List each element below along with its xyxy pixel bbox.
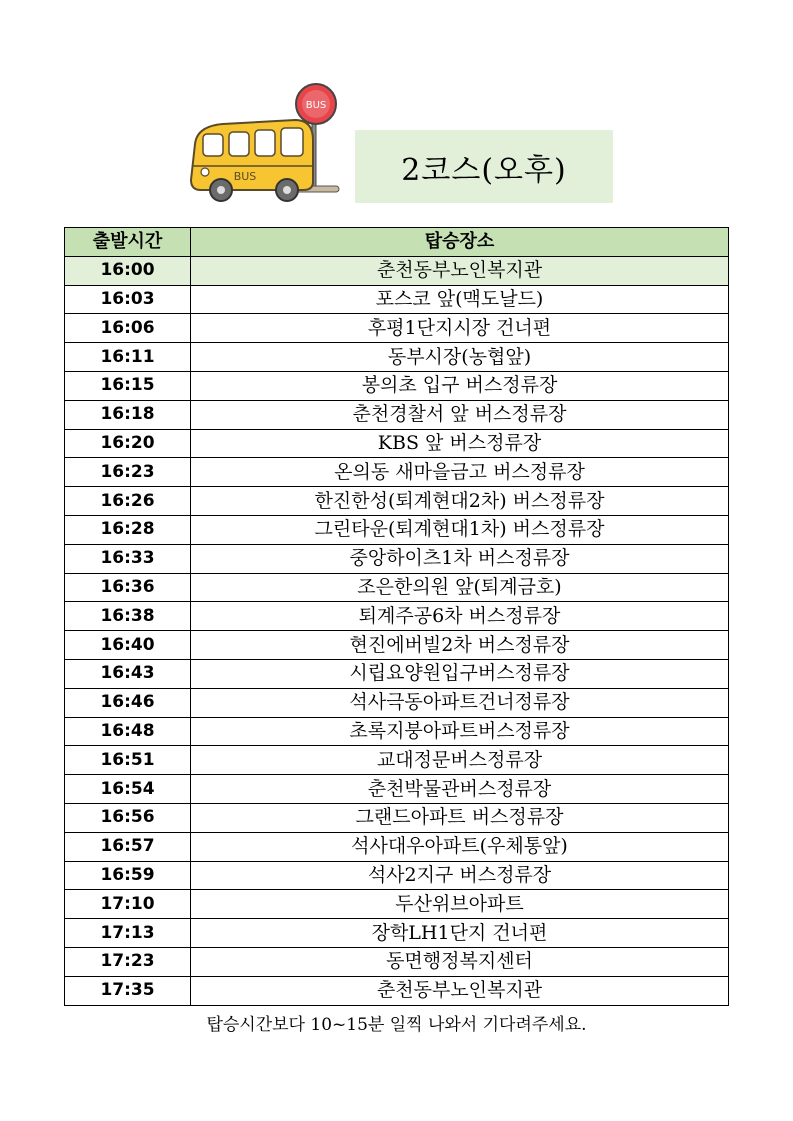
departure-time: 16:03 (65, 285, 191, 314)
table-row (65, 429, 729, 458)
departure-time: 16:28 (65, 515, 191, 544)
departure-time: 16:38 (65, 602, 191, 631)
boarding-place: 동면행정복지센터 (191, 947, 729, 976)
departure-time: 16:48 (65, 717, 191, 746)
schedule-table (64, 227, 729, 1006)
boarding-place: KBS 앞 버스정류장 (191, 429, 729, 458)
table-row (65, 400, 729, 429)
table-row (65, 458, 729, 487)
departure-time: 16:59 (65, 861, 191, 890)
boarding-place: 조은한의원 앞(퇴계금호) (191, 573, 729, 602)
departure-time: 16:51 (65, 746, 191, 775)
table-row (65, 890, 729, 919)
header-boarding-place: 탑승장소 (191, 228, 729, 257)
table-row (65, 314, 729, 343)
header-departure-time: 출발시간 (65, 228, 191, 257)
departure-time: 16:43 (65, 659, 191, 688)
table-row (65, 919, 729, 948)
boarding-place: 춘천경찰서 앞 버스정류장 (191, 400, 729, 429)
departure-time: 16:23 (65, 458, 191, 487)
departure-time: 16:06 (65, 314, 191, 343)
boarding-place: 동부시장(농협앞) (191, 343, 729, 372)
boarding-place: 한진한성(퇴계현대2차) 버스정류장 (191, 487, 729, 516)
departure-time: 16:26 (65, 487, 191, 516)
boarding-place: 중앙하이츠1차 버스정류장 (191, 544, 729, 573)
boarding-place: 석사대우아파트(우체통앞) (191, 832, 729, 861)
boarding-place: 그랜드아파트 버스정류장 (191, 803, 729, 832)
boarding-place: 시립요양원입구버스정류장 (191, 659, 729, 688)
boarding-place: 현진에버빌2차 버스정류장 (191, 631, 729, 660)
table-row (65, 861, 729, 890)
departure-time: 16:11 (65, 343, 191, 372)
svg-text:BUS: BUS (305, 100, 327, 111)
departure-time: 17:23 (65, 947, 191, 976)
departure-time: 17:35 (65, 976, 191, 1005)
table-row (65, 659, 729, 688)
table-row (65, 371, 729, 400)
table-row (65, 803, 729, 832)
table-row (65, 285, 729, 314)
title-box (355, 130, 613, 203)
table-row (65, 602, 729, 631)
boarding-place: 석사극동아파트건너정류장 (191, 688, 729, 717)
boarding-place: 초록지붕아파트버스정류장 (191, 717, 729, 746)
table-row (65, 746, 729, 775)
table-row (65, 573, 729, 602)
departure-time: 16:40 (65, 631, 191, 660)
departure-time: 16:00 (65, 256, 191, 285)
departure-time: 16:56 (65, 803, 191, 832)
table-row (65, 717, 729, 746)
boarding-place: 춘천동부노인복지관 (191, 256, 729, 285)
table-row (65, 256, 729, 285)
table-row (65, 688, 729, 717)
boarding-place: 봉의초 입구 버스정류장 (191, 371, 729, 400)
departure-time: 16:33 (65, 544, 191, 573)
table-row (65, 631, 729, 660)
bus-icon (191, 120, 313, 201)
page-title: 2코스(오후) (401, 152, 567, 188)
departure-time: 16:36 (65, 573, 191, 602)
departure-time: 16:46 (65, 688, 191, 717)
departure-time: 16:57 (65, 832, 191, 861)
table-row (65, 515, 729, 544)
boarding-place: 장학LH1단지 건너편 (191, 919, 729, 948)
table-row (65, 832, 729, 861)
table-row (65, 976, 729, 1005)
departure-time: 17:10 (65, 890, 191, 919)
table-row (65, 947, 729, 976)
table-header-row (65, 228, 729, 257)
boarding-place: 석사2지구 버스정류장 (191, 861, 729, 890)
boarding-place: 온의동 새마을금고 버스정류장 (191, 458, 729, 487)
table-row (65, 487, 729, 516)
boarding-place: 두산위브아파트 (191, 890, 729, 919)
boarding-note: 탑승시간보다 10~15분 일찍 나와서 기다려주세요. (206, 1015, 587, 1035)
svg-text:BUS: BUS (233, 170, 257, 183)
boarding-place: 포스코 앞(맥도날드) (191, 285, 729, 314)
table-row (65, 775, 729, 804)
departure-time: 16:54 (65, 775, 191, 804)
boarding-place: 춘천박물관버스정류장 (191, 775, 729, 804)
departure-time: 16:20 (65, 429, 191, 458)
table-row (65, 343, 729, 372)
boarding-place: 춘천동부노인복지관 (191, 976, 729, 1005)
boarding-place: 그린타운(퇴계현대1차) 버스정류장 (191, 515, 729, 544)
boarding-place: 교대정문버스정류장 (191, 746, 729, 775)
table-row (65, 544, 729, 573)
boarding-place: 후평1단지시장 건너편 (191, 314, 729, 343)
bus-stop-illustration (183, 82, 343, 210)
departure-time: 16:15 (65, 371, 191, 400)
departure-time: 16:18 (65, 400, 191, 429)
boarding-place: 퇴계주공6차 버스정류장 (191, 602, 729, 631)
departure-time: 17:13 (65, 919, 191, 948)
